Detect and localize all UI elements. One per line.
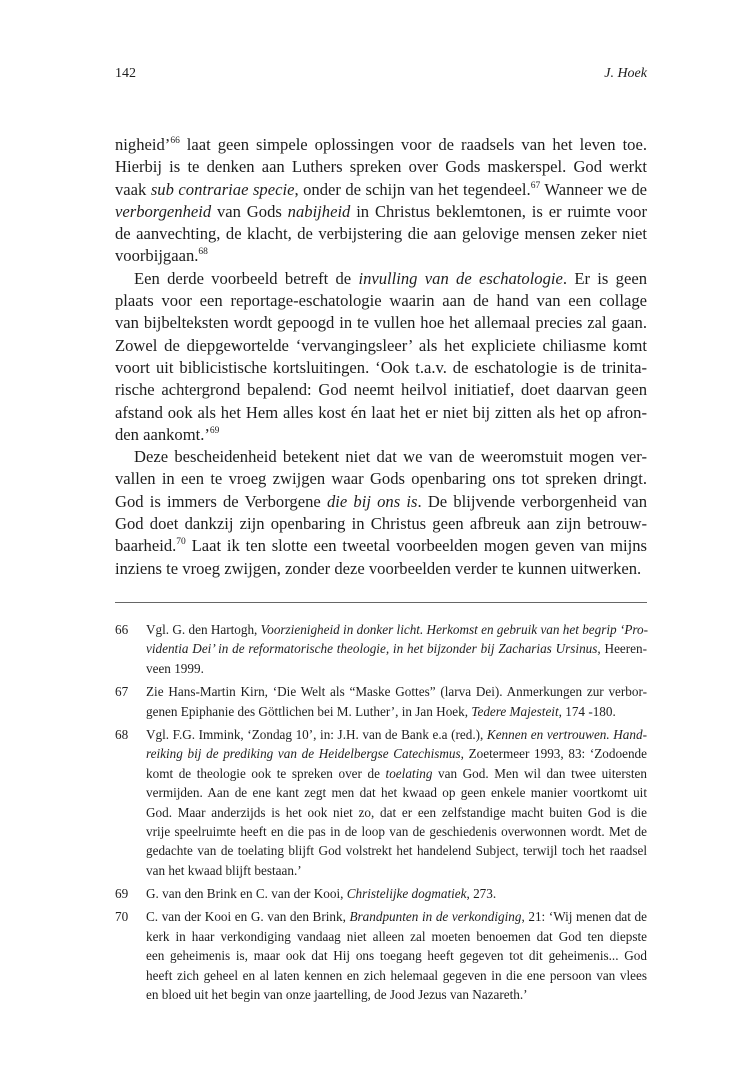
footnote-text: , Zoetermeer 1993, 83: ‘Zodoende — [460, 746, 647, 762]
text-line — [115, 179, 647, 201]
text-line — [115, 558, 647, 580]
footnote-ref: 68 — [198, 247, 208, 258]
text-run: die bij ons is — [326, 491, 418, 511]
text-line — [115, 156, 647, 178]
footnote-text: gedachte van de toelating blijft God volstrekt het handelend Subject, terwijl toch het raadsel — [146, 843, 647, 859]
footnote-ref: 66 — [170, 136, 180, 146]
text-line — [115, 312, 647, 334]
text-line — [115, 491, 647, 513]
text-run: verborgenheid — [115, 201, 212, 221]
text-run: vallen in een te vroeg zwijgen waar Gods openbaring ons tot spreken dringt. — [115, 469, 647, 489]
footnote-text: C. van der Kooi en G. van den Brink, — [146, 909, 350, 925]
footnote-line — [146, 764, 647, 783]
text-line — [115, 223, 647, 245]
text-line — [115, 379, 647, 401]
footnote-line — [146, 884, 647, 903]
footnote — [115, 725, 647, 880]
footnote-ref: 70 — [176, 537, 186, 548]
footnote-text: , 21: ‘Wij menen dat de — [521, 909, 647, 925]
footnote-number: 67 — [115, 684, 129, 700]
paragraph — [115, 134, 647, 268]
footnote-divider — [115, 602, 647, 603]
footnote-text: Vgl. F.G. Immink, ‘Zondag 10’, in: J.H. van de Bank e.a (red.), — [146, 726, 487, 742]
text-line — [115, 446, 647, 468]
footnote-line — [146, 783, 647, 802]
text-run: nabijheid — [287, 201, 351, 221]
footnote-line — [146, 985, 647, 1004]
text-run: de aanvechting, de klacht, de verbijstering die aan gelovige mensen zeker niet — [115, 224, 647, 244]
text-run: vaak — [115, 179, 151, 199]
text-line — [115, 134, 647, 156]
text-run: in Christus beklemtonen, is er ruimte voor — [350, 201, 647, 221]
footnote-line — [146, 861, 647, 880]
text-run: . De blijvende verborgenheid van — [417, 491, 648, 511]
footnote-line — [146, 744, 647, 763]
footnote-text: Christelijke dogmatiek — [346, 886, 467, 902]
footnote-line — [146, 966, 647, 985]
footnote-text: , 273. — [466, 886, 497, 902]
footnote — [115, 884, 647, 903]
footnote-line — [146, 659, 647, 678]
text-run: Zowel de diepgewortelde ‘vervangingsleer’ als het expliciete chiliasme komt — [115, 335, 647, 355]
footnote-line — [146, 927, 647, 946]
text-run: den aankomt.’ — [115, 424, 210, 444]
footnote-text: en bloed uit het begin van onze jaartelling, de Jood Jezus van Nazareth.’ — [146, 987, 528, 1003]
footnote-ref: 67 — [530, 180, 541, 191]
footnote-text: Zie Hans-Martin Kirn, ‘Die Welt als “Maske Gottes” (larva Dei). Anmerkungen zur verbor- — [146, 684, 647, 700]
footnote-text: vrije speelruimte heeft en die pas in de loop van de geschiedenis overwonnen wordt. Met de — [146, 823, 647, 839]
text-run: , onder de schijn van het tegendeel. — [294, 179, 531, 199]
body-text — [115, 134, 647, 580]
running-head: J. Hoek — [604, 66, 647, 81]
text-run: invulling van de eschatologie — [358, 268, 563, 288]
footnote-text: God. Maar anderzijds is het ook niet zo, dat er een zelfstandige macht buiten God is die — [146, 804, 647, 820]
text-run: . Er is geen — [562, 268, 648, 288]
text-run: Een derde voorbeeld betreft de — [134, 268, 359, 288]
footnote-line — [146, 841, 647, 860]
text-run: Deze bescheidenheid betekent niet dat we van de weeromstuit mogen ver- — [134, 447, 647, 467]
footnote-text: een geheimenis is, maar ook dat Hij ons toegang heeft gegeven tot dit geheimenis... God — [146, 948, 647, 964]
footnote-text: komt de theologie ook te spreken over de — [146, 765, 386, 781]
text-run: sub contrariae specie — [150, 179, 295, 199]
text-line — [115, 290, 647, 312]
text-run: God doet dankzij zijn openbaring in Christus geen afbreuk aan zijn betrouw- — [115, 514, 647, 534]
footnote-text: Kennen en vertrouwen. Hand- — [486, 726, 647, 742]
text-run: voort uit biblicistische kortsluitingen. ‘Ook t.a.v. de eschatologie is de trinita- — [115, 357, 647, 377]
footnote-number: 68 — [115, 726, 129, 742]
footnote-text: Voorzienigheid in donker licht. Herkomst en gebruik van het begrip ‘Pro- — [260, 622, 649, 637]
footnote-text: , 174 -180. — [558, 703, 616, 719]
footnote-text: vermijden. Aan de ene kant zegt men dat het kwaad op geen enkele manier voortkomt uit — [146, 785, 647, 801]
text-line — [115, 402, 647, 424]
footnote-text: veen 1999. — [146, 660, 204, 676]
footnote-line — [146, 682, 647, 701]
text-line — [115, 468, 647, 490]
footnote-text: videntia Dei’ in de reformatorische theologie, in het bijzonder bij Zacharias Ursinus — [146, 641, 598, 657]
page-header — [115, 64, 647, 84]
page-number: 142 — [115, 66, 136, 81]
footnote-text: genen Epiphanie des Göttlichen bei M. Luther’, in Jan Hoek, — [146, 703, 472, 719]
footnote-line — [146, 822, 647, 841]
footnote-text: Brandpunten in de verkondiging — [349, 909, 522, 925]
text-run: voorbijgaan. — [115, 246, 199, 266]
footnote-text: van God. Men wil dan twee uitersten — [432, 765, 647, 781]
text-line — [115, 245, 647, 267]
footnote-text: , Heeren- — [597, 641, 647, 657]
text-line — [115, 535, 647, 557]
footnote-line — [146, 946, 647, 965]
text-line — [115, 268, 647, 290]
text-line — [115, 424, 647, 446]
text-run: baarheid. — [115, 536, 177, 556]
paragraph — [115, 268, 647, 446]
footnote-text: kerk in haar verkondiging vandaag niet alleen zal moeten benoemen dat God ten diepste — [146, 928, 647, 944]
footnote-number: 66 — [115, 622, 129, 637]
footnote — [115, 682, 647, 721]
text-run: Hierbij is te denken aan Luthers spreken over Gods maskerspel. God werkt — [115, 157, 647, 177]
footnote — [115, 907, 647, 1004]
footnote-line — [146, 702, 647, 721]
text-run: laat geen simpele oplossingen voor de raadsels van het leven toe. — [179, 135, 647, 154]
footnote-number: 70 — [115, 909, 129, 925]
text-run: plaats voor een reportage-eschatologie waarin aan de hand van een collage — [115, 291, 647, 311]
footnote-line — [146, 639, 647, 658]
footnote-line — [146, 725, 647, 744]
footnote-text: G. van den Brink en C. van der Kooi, — [146, 886, 347, 902]
footnote-text: heeft zich geheel en al laten kennen en zich helemaal gegeven in die ene persoon van vlees — [146, 967, 647, 983]
footnote-line — [146, 620, 647, 639]
footnote-text: toelating — [385, 765, 433, 781]
text-run: Laat ik ten slotte een tweetal voorbeelden mogen geven van mijns — [185, 536, 647, 556]
text-run: rische achtergrond bepalend: God neemt heilvol initiatief, doet daarvan geen — [115, 380, 647, 400]
text-line — [115, 357, 647, 379]
text-run: God is immers de Verborgene — [115, 491, 327, 511]
text-run: afstand ook als het Hem alles kost én laat het er niet bij zitten als het op afron- — [115, 402, 647, 422]
footnotes — [115, 620, 647, 1008]
text-run: nigheid’ — [115, 135, 171, 154]
footnote-text: Vgl. G. den Hartogh, — [146, 622, 261, 637]
footnote-line — [146, 907, 647, 926]
footnote-text: reiking bij de prediking van de Heidelbergse Catechismus — [146, 746, 461, 762]
footnote-text: van het kwaad blijft bestaan.’ — [146, 862, 302, 878]
text-line — [115, 201, 647, 223]
text-line — [115, 335, 647, 357]
text-run: van Gods — [211, 201, 288, 221]
footnote-line — [146, 803, 647, 822]
text-line — [115, 513, 647, 535]
footnote-ref: 69 — [209, 425, 220, 436]
footnote — [115, 620, 647, 678]
text-run: Wanneer we de — [540, 179, 647, 199]
text-run: inziens te vroeg zwijgen, zonder deze voorbeelden verder te kunnen uitwerken. — [115, 558, 642, 578]
paragraph — [115, 446, 647, 580]
footnote-number: 69 — [115, 886, 129, 902]
text-run: van bijbelteksten wordt gepoogd in te vullen hoe het allemaal precies zal gaan. — [115, 313, 647, 333]
footnote-text: Tedere Majesteit — [471, 703, 559, 719]
